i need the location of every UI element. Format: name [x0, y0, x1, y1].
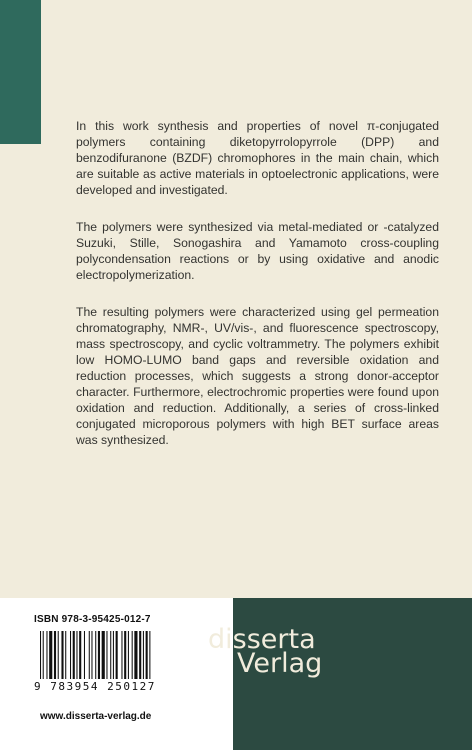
logo-line-1: disserta	[208, 624, 316, 655]
barcode-bar	[43, 631, 44, 679]
barcode-bar	[124, 631, 126, 679]
barcode-bar	[61, 631, 63, 679]
barcode-bar	[84, 631, 85, 679]
paragraph-1: In this work synthesis and properties of novel π-conjugated polymers containing diketopyrrolopyrrole (DPP) and benzodifuranone (BZDF) chromophores in the main chain, which are suitable as active materials in optoelectronic applications, were developed and investigated.	[76, 119, 439, 197]
barcode-bar	[73, 631, 75, 679]
back-cover-text	[76, 118, 439, 469]
top-accent-bar	[0, 0, 41, 144]
barcode-bar	[102, 631, 105, 679]
barcode-image	[40, 631, 188, 679]
barcode-bar	[146, 631, 148, 679]
barcode-bar	[91, 631, 92, 679]
barcode-bar	[106, 631, 107, 679]
barcode-bar	[79, 631, 81, 679]
paragraph-3: The resulting polymers were characterized using gel permeation chromatography, NMR-, UV/vis-, and fluorescence spectroscopy, mass spectroscopy, and cyclic voltrammetry. The polymers exhibit low HOMO-LUMO band gaps and reversible oxidation and reduction processes, which suggests a strong donor-acceptor character. Furthermore, electrochromic properties were found upon oxidation and reduction. Additionally, a series of cross-linked conjugated microporous polymers with high BET surface areas was synthesized.	[76, 305, 439, 447]
barcode-bar	[134, 631, 137, 679]
barcode-bar	[46, 631, 47, 679]
barcode-bar	[54, 631, 56, 679]
publisher-logo	[208, 624, 323, 679]
barcode-bar	[95, 631, 96, 679]
isbn-label: ISBN 978-3-95425-012-7	[34, 614, 151, 625]
barcode-bar	[113, 631, 114, 679]
barcode-bar	[110, 631, 111, 679]
paragraph-2: The polymers were synthesized via metal-mediated or -catalyzed Suzuki, Stille, Sonogashira and Yamamoto cross-coupling polycondensation reactions or by using oxidative and anodic electropolymerization.	[76, 220, 439, 282]
barcode-bar	[116, 631, 118, 679]
barcode-bar	[70, 631, 71, 679]
barcode-bar	[89, 631, 90, 679]
publisher-website: www.disserta-verlag.de	[40, 711, 152, 722]
isbn-panel	[0, 598, 233, 750]
barcode-bar	[65, 631, 66, 679]
barcode-bar	[128, 631, 129, 679]
barcode-bar	[40, 631, 41, 679]
barcode-bar	[143, 631, 144, 679]
barcode-bar	[132, 631, 133, 679]
barcode-bar	[58, 631, 59, 679]
logo-line-2: Verlag	[237, 648, 323, 679]
barcode-bar	[139, 631, 141, 679]
barcode-digits: 9 783954 250127	[34, 680, 156, 693]
barcode-bar	[49, 631, 52, 679]
barcode-bar	[98, 631, 100, 679]
barcode-bar	[121, 631, 122, 679]
barcode-bar	[76, 631, 77, 679]
barcode-bar	[149, 631, 150, 679]
